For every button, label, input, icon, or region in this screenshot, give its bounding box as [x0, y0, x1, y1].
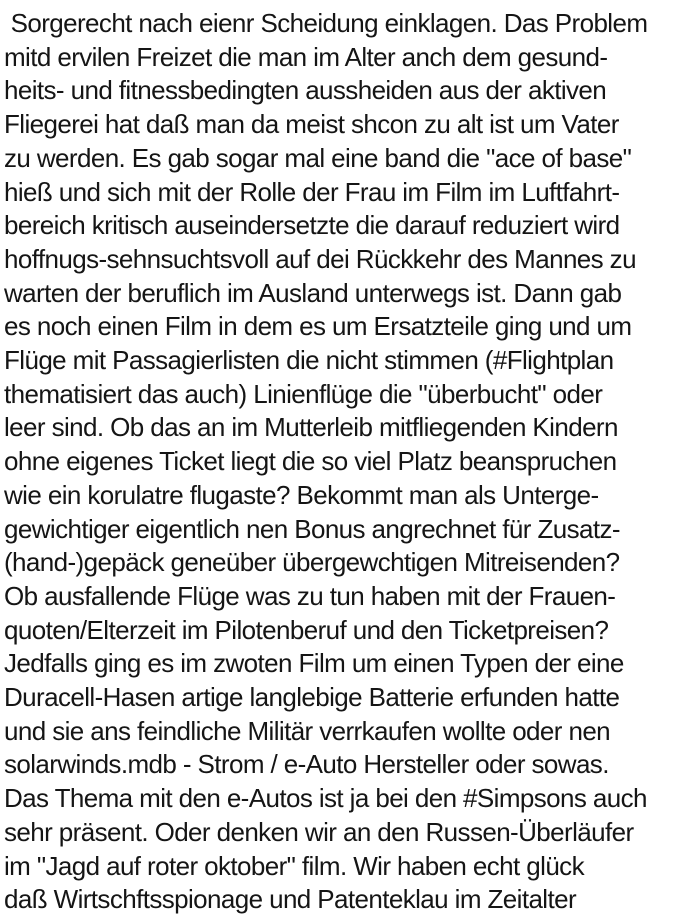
text-line: gewichtiger eigentlich nen Bonus angrechnet für Zusatz-	[4, 513, 620, 544]
text-line: Flüge mit Passagierlisten die nicht stimmen (#Flightplan	[4, 345, 614, 376]
text-line: daß Wirtschftsspionage und Patenteklau im Zeitalter	[4, 884, 577, 915]
text-line: wie ein korulatre flugaste? Bekommt man als Unterge-	[4, 479, 599, 510]
text-line: ohne eigenes Ticket liegt die so viel Platz beanspruchen	[4, 446, 617, 477]
text-content	[4, 7, 684, 917]
text-line: solarwinds.mdb - Strom / e-Auto Hersteller oder sowas.	[4, 749, 609, 780]
text-line: Fliegerei hat daß man da meist shcon zu alt ist um Vater	[4, 109, 619, 140]
text-line: zu werden. Es gab sogar mal eine band die "ace of base"	[4, 142, 632, 173]
text-line: heits- und fitnessbedingten aussheiden aus der aktiven	[4, 75, 607, 106]
text-line: (hand-)gepäck geneüber übergewchtigen Mitreisenden?	[4, 547, 620, 578]
text-line: es noch einen Film in dem es um Ersatzteile ging und um	[4, 311, 632, 342]
text-line: und sie ans feindliche Militär verrkaufen wollte oder nen	[4, 715, 611, 746]
text-line: hieß und sich mit der Rolle der Frau im Film im Luftfahrt-	[4, 176, 620, 207]
text-line: quoten/Elterzeit im Pilotenberuf und den Ticketpreisen?	[4, 614, 609, 645]
text-line: im "Jagd auf roter oktober" film. Wir haben echt glück	[4, 850, 584, 881]
text-line: warten der beruflich im Ausland unterwegs ist. Dann gab	[4, 277, 622, 308]
text-line: Ob ausfallende Flüge was zu tun haben mit der Frauen-	[4, 580, 616, 611]
text-line: Sorgerecht nach eienr Scheidung einklagen. Das Problem	[4, 8, 648, 38]
text-line: hoffnugs-sehnsuchtsvoll auf dei Rückkehr des Mannes zu	[4, 243, 636, 274]
text-line: sehr präsent. Oder denken wir an den Russen-Überläufer	[4, 816, 634, 847]
text-line: thematisiert das auch) Linienflüge die "überbucht" oder	[4, 378, 603, 409]
text-line: bereich kritisch auseindersetzte die darauf reduziert wird	[4, 210, 620, 241]
text-line: mitd ervilen Freizet die man im Alter anch dem gesund-	[4, 41, 608, 72]
text-line: Jedfalls ging es im zwoten Film um einen Typen der eine	[4, 648, 624, 679]
text-line: leer sind. Ob das an im Mutterleib mitfliegenden Kindern	[4, 412, 618, 443]
text-line: Duracell-Hasen artige langlebige Batterie erfunden hatte	[4, 682, 620, 713]
text-line: Das Thema mit den e-Autos ist ja bei den #Simpsons auch	[4, 783, 647, 814]
